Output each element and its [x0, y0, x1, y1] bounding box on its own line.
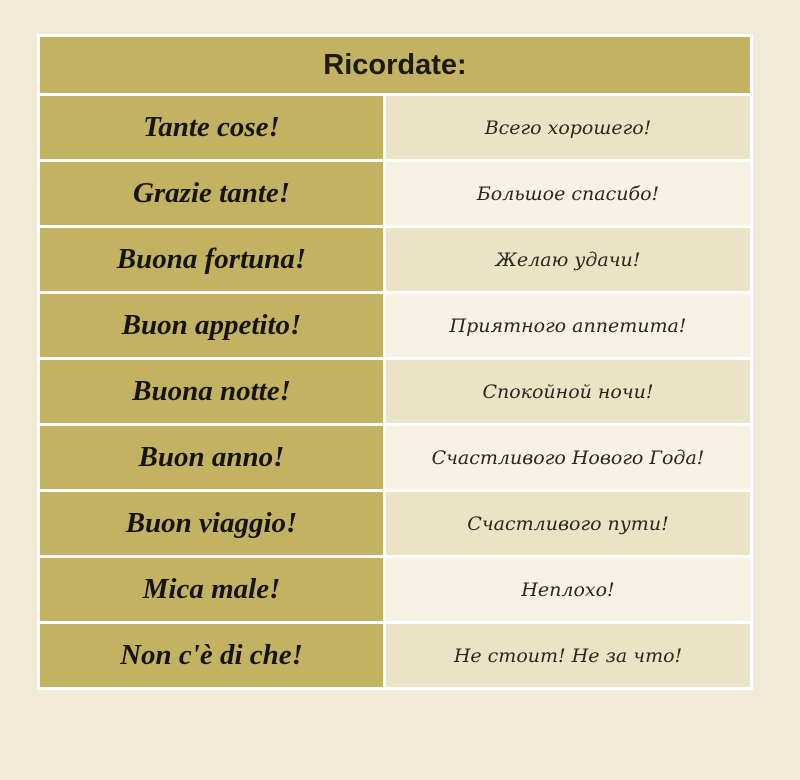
table-row	[39, 425, 752, 491]
table-row	[39, 227, 752, 293]
table-row	[39, 623, 752, 689]
russian-translation: Не стоит! Не за что!	[385, 623, 752, 689]
italian-phrase: Buon viaggio!	[39, 491, 385, 557]
phrase-table	[37, 34, 753, 690]
russian-translation: Всего хорошего!	[385, 95, 752, 161]
italian-phrase: Buona fortuna!	[39, 227, 385, 293]
russian-translation: Большое спасибо!	[385, 161, 752, 227]
italian-phrase: Tante cose!	[39, 95, 385, 161]
italian-phrase: Buon anno!	[39, 425, 385, 491]
italian-phrase: Non c'è di che!	[39, 623, 385, 689]
russian-translation: Желаю удачи!	[385, 227, 752, 293]
russian-translation: Спокойной ночи!	[385, 359, 752, 425]
table-row	[39, 557, 752, 623]
table-title: Ricordate:	[39, 36, 752, 95]
italian-phrase: Buon appetito!	[39, 293, 385, 359]
header-row	[39, 36, 752, 95]
table-row	[39, 161, 752, 227]
table-row	[39, 491, 752, 557]
table-row	[39, 293, 752, 359]
table-row	[39, 359, 752, 425]
italian-phrase: Mica male!	[39, 557, 385, 623]
russian-translation: Счастливого пути!	[385, 491, 752, 557]
italian-phrase: Buona notte!	[39, 359, 385, 425]
russian-translation: Неплохо!	[385, 557, 752, 623]
russian-translation: Приятного аппетита!	[385, 293, 752, 359]
russian-translation: Счастливого Нового Года!	[385, 425, 752, 491]
table-row	[39, 95, 752, 161]
italian-phrase: Grazie tante!	[39, 161, 385, 227]
